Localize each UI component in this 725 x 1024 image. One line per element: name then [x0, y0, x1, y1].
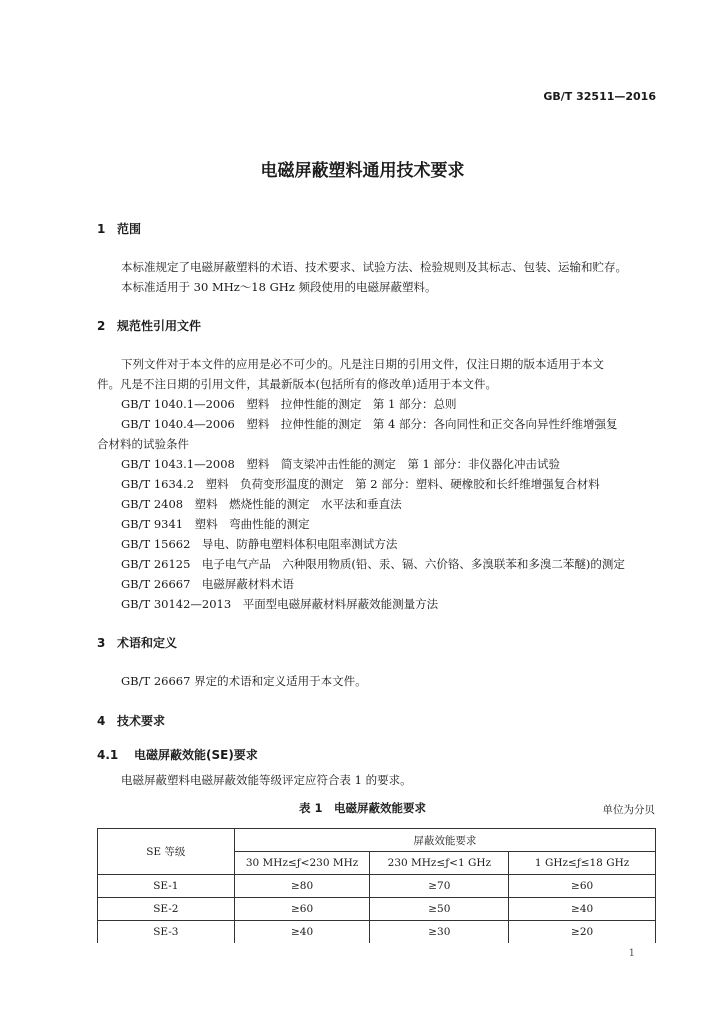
- value-cell: ≥80: [234, 875, 370, 898]
- section-title: 范围: [117, 222, 142, 236]
- value-cell: ≥40: [509, 898, 656, 921]
- reference-item: GB/T 1040.4—2006 塑料 拉伸性能的测定 第 4 部分：各向同性和正交各向异性纤维增强复: [121, 417, 618, 431]
- subsection-number: 4.1: [97, 748, 119, 762]
- table-header-row: [98, 829, 656, 852]
- section-3-heading: [97, 634, 177, 651]
- reference-item: GB/T 1040.1—2006 塑料 拉伸性能的测定 第 1 部分：总则: [121, 397, 457, 411]
- section-2-heading: [97, 317, 201, 334]
- paragraph: 本标准规定了电磁屏蔽塑料的术语、技术要求、试验方法、检验规则及其标志、包装、运输和贮存。: [121, 260, 627, 274]
- subsection-title: 电磁屏蔽效能(SE)要求: [134, 748, 258, 762]
- section-1-heading: [97, 220, 141, 237]
- paragraph: 件。凡是不注日期的引用文件，其最新版本(包括所有的修改单)适用于本文件。: [97, 377, 497, 391]
- value-cell: ≥40: [234, 921, 370, 944]
- reference-item: GB/T 15662 导电、防静电塑料体积电阻率测试方法: [121, 537, 398, 551]
- header-se-grade: SE 等级: [98, 829, 235, 875]
- se-requirements-table: [97, 828, 656, 943]
- reference-item: GB/T 26667 电磁屏蔽材料术语: [121, 577, 294, 591]
- table-caption: 表 1 电磁屏蔽效能要求: [298, 801, 426, 815]
- section-number: 1: [97, 222, 106, 236]
- document-title: 电磁屏蔽塑料通用技术要求: [260, 161, 465, 181]
- header-shielding-requirement: 屏蔽效能要求: [234, 829, 655, 852]
- header-band: 30 MHz≤ƒ<230 MHz: [234, 852, 370, 875]
- value-cell: ≥20: [509, 921, 656, 944]
- section-number: 2: [97, 319, 106, 333]
- table-row: [98, 898, 656, 921]
- page-number: 1: [628, 948, 635, 959]
- grade-cell: SE-3: [98, 921, 235, 944]
- reference-item: GB/T 30142—2013 平面型电磁屏蔽材料屏蔽效能测量方法: [121, 597, 439, 611]
- section-title: 技术要求: [117, 714, 166, 728]
- reference-item: GB/T 1634.2 塑料 负荷变形温度的测定 第 2 部分：塑料、硬橡胶和长纤维增强复合材料: [121, 477, 600, 491]
- section-number: 3: [97, 636, 106, 650]
- header-band: 230 MHz≤ƒ<1 GHz: [370, 852, 509, 875]
- grade-cell: SE-2: [98, 898, 235, 921]
- section-title: 规范性引用文件: [117, 319, 202, 333]
- paragraph: GB/T 26667 界定的术语和定义适用于本文件。: [121, 674, 367, 688]
- reference-item: GB/T 2408 塑料 燃烧性能的测定 水平法和垂直法: [121, 497, 402, 511]
- paragraph: 电磁屏蔽塑料电磁屏蔽效能等级评定应符合表 1 的要求。: [121, 773, 412, 787]
- value-cell: ≥30: [370, 921, 509, 944]
- value-cell: ≥60: [234, 898, 370, 921]
- reference-item: GB/T 26125 电子电气产品 六种限用物质(铅、汞、镉、六价铬、多溴联苯和多溴二苯醚)的测定: [121, 557, 625, 571]
- paragraph: 本标准适用于 30 MHz～18 GHz 频段使用的电磁屏蔽塑料。: [121, 280, 437, 294]
- subsection-4-1-heading: [97, 746, 258, 763]
- header-band: 1 GHz≤ƒ≤18 GHz: [509, 852, 656, 875]
- value-cell: ≥50: [370, 898, 509, 921]
- table-row: [98, 921, 656, 944]
- section-title: 术语和定义: [117, 636, 178, 650]
- table-row: [98, 875, 656, 898]
- standard-code: GB/T 32511—2016: [543, 90, 656, 103]
- table-unit: 单位为分贝: [602, 804, 655, 816]
- value-cell: ≥60: [509, 875, 656, 898]
- reference-item: GB/T 1043.1—2008 塑料 简支梁冲击性能的测定 第 1 部分：非仪器化冲击试验: [121, 457, 560, 471]
- paragraph: 下列文件对于本文件的应用是必不可少的。凡是注日期的引用文件，仅注日期的版本适用于本文: [121, 357, 604, 371]
- section-number: 4: [97, 714, 106, 728]
- grade-cell: SE-1: [98, 875, 235, 898]
- reference-item: 合材料的试验条件: [97, 437, 189, 451]
- value-cell: ≥70: [370, 875, 509, 898]
- section-4-heading: [97, 712, 165, 729]
- reference-item: GB/T 9341 塑料 弯曲性能的测定: [121, 517, 310, 531]
